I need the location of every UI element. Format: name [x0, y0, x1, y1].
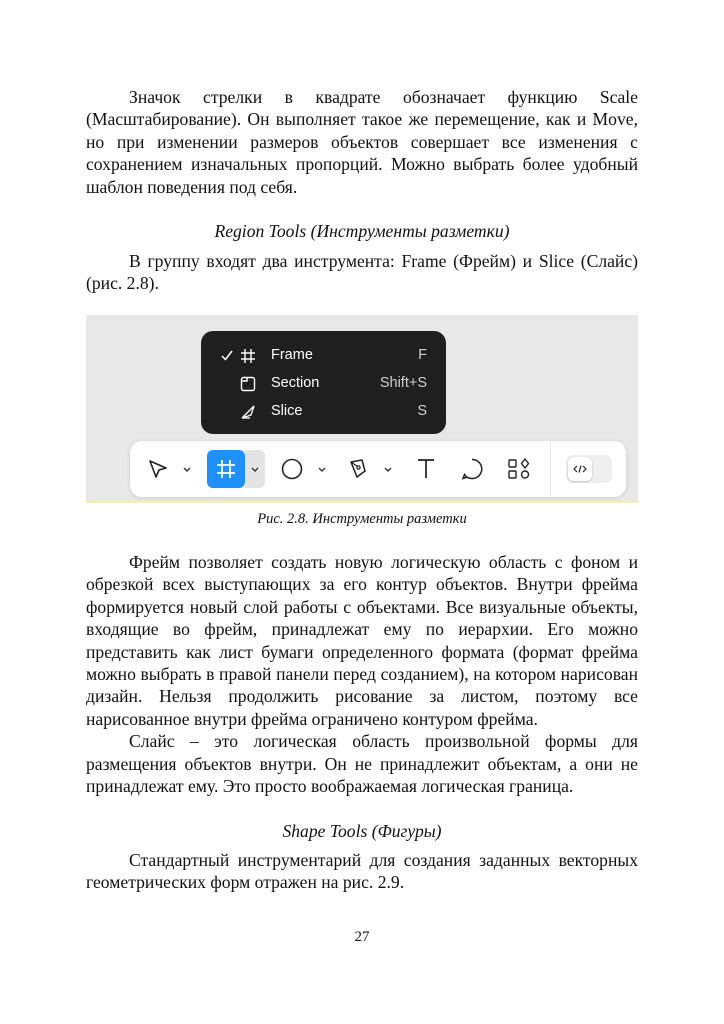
dev-mode-toggle[interactable]	[566, 455, 612, 483]
frame-tool-button[interactable]	[207, 450, 245, 488]
pen-icon	[346, 450, 370, 488]
move-tool-button[interactable]	[146, 450, 170, 488]
comment-tool-button[interactable]	[460, 450, 484, 488]
dev-mode-icon	[568, 457, 592, 481]
chevron-down-icon	[245, 450, 265, 488]
chevron-down-icon	[316, 450, 328, 488]
menu-item-shortcut: Shift+S	[379, 375, 427, 391]
shape-tool-button[interactable]	[280, 450, 304, 488]
move-icon	[146, 450, 170, 488]
paragraphs-frame-slice	[86, 551, 638, 797]
toolbar-divider	[550, 441, 551, 497]
menu-item-section[interactable]	[201, 370, 446, 398]
chevron-down-icon	[382, 450, 394, 488]
slice-icon	[240, 404, 256, 420]
toolbar	[130, 441, 626, 497]
dev-mode-knob	[568, 457, 592, 481]
menu-item-label: Slice	[271, 403, 303, 419]
paragraph-text: Стандартный инструментарий для создания заданных векторных геометрических форм отражен на рис. 2.9.	[86, 850, 638, 893]
section-icon	[240, 376, 256, 392]
pen-tool-button[interactable]	[346, 450, 370, 488]
paragraph-shape	[86, 849, 638, 894]
heading-region-tools: Region Tools (Инструменты разметки)	[214, 221, 510, 241]
frame-icon	[240, 348, 256, 364]
frame-tool-dropdown[interactable]	[245, 450, 265, 488]
paragraph-frame: Фрейм позволяет создать новую логическую область с фоном и обрезкой всех выступающих за его контур объектов. Внутри фрейма формируется новый слой работы с объектами. Все визуальные объекты, входящие во фрейм, принадлежат ему по иерархии. Его можно представить как лист бумаги определенного формата (формат фрейма можно выбрать в правой панели перед созданием), на котором нарисован дизайн. Нельзя продолжить рисование за листом, поэтому все нарисованное внутри фрейма ограничено контуром фрейма.	[86, 552, 638, 729]
actions-button[interactable]	[506, 450, 532, 488]
menu-item-label: Section	[271, 375, 320, 391]
text-tool-button[interactable]	[414, 450, 438, 488]
figure-region-tools	[86, 315, 638, 503]
frame-tools-menu	[201, 331, 446, 434]
menu-item-shortcut: S	[417, 403, 427, 419]
comment-icon	[460, 450, 484, 488]
text-icon	[414, 450, 438, 488]
paragraph-slice: Слайс – это логическая область произвольной формы для размещения объектов внутри. Он не принадлежит объектам, а они не принадлежат ему. Это просто воображаемая логическая граница.	[86, 731, 638, 797]
actions-icon	[506, 450, 532, 488]
menu-item-shortcut: F	[418, 347, 427, 363]
ellipse-icon	[280, 450, 304, 488]
menu-item-slice[interactable]	[201, 398, 446, 426]
paragraph-text: В группу входят два инструмента: Frame (Фрейм) и Slice (Слайс) (рис. 2.8).	[86, 251, 638, 294]
move-tool-dropdown[interactable]	[181, 450, 193, 488]
paragraph-text: Значок стрелки в квадрате обозначает функцию Scale (Масштабирование). Он выполняет такое же перемещение, как и Move, но при изменении размеров объектов совершает все изменения с сохранением изначальных пропорций. Можно выбрать более удобный шаблон поведения под себя.	[86, 87, 638, 197]
checkmark-icon	[221, 348, 233, 362]
menu-item-frame[interactable]	[201, 342, 446, 370]
chevron-down-icon	[181, 450, 193, 488]
figure-caption: Рис. 2.8. Инструменты разметки	[257, 511, 467, 527]
paragraph-scale	[86, 86, 638, 198]
page-number: 27	[354, 929, 370, 945]
pen-tool-dropdown[interactable]	[382, 450, 394, 488]
heading-shape-tools: Shape Tools (Фигуры)	[282, 821, 442, 841]
frame-icon	[207, 450, 245, 488]
shape-tool-dropdown[interactable]	[316, 450, 328, 488]
menu-item-label: Frame	[271, 347, 313, 363]
paragraph-region	[86, 250, 638, 295]
